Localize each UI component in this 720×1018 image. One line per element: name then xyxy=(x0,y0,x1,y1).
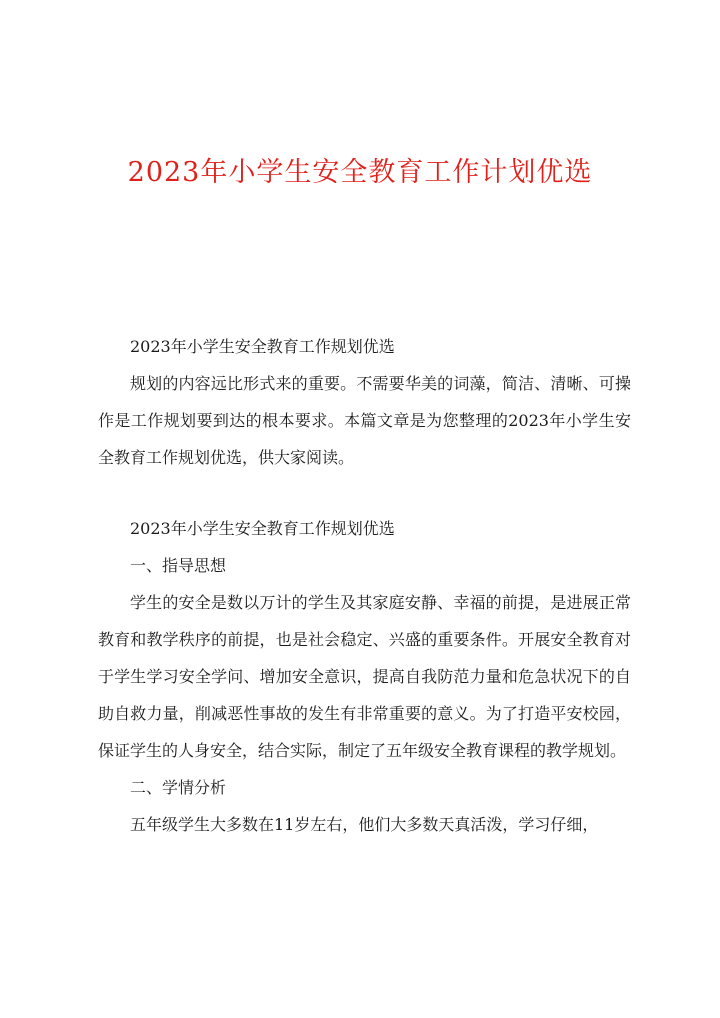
document-title: 2023年小学生安全教育工作计划优选 xyxy=(127,157,593,188)
paragraph-spacer xyxy=(98,476,631,510)
paragraph-subtitle: 2023年小学生安全教育工作规划优选 xyxy=(130,337,395,356)
paragraph-intro: 规划的内容远比形式来的重要。不需要华美的词藻，简洁、清晰、可操作是工作规划要到达的根本要求。本篇文章是为您整理的2023年小学生安全教育工作规划优选，供大家阅读。 xyxy=(98,374,631,467)
paragraph-guiding-thought: 学生的安全是数以万计的学生及其家庭安静、幸福的前提，是进展正常教育和教学秩序的前提，也是社会稳定、兴盛的重要条件。开展安全教育对于学生学习安全学问、增加安全意识，提高自我防范力量和危急状况下的自助自救力量，削减恶性事故的发生有非常重要的意义。为了打造平安校园，保证学生的人身安全，结合实际，制定了五年级安全教育课程的教学规划。 xyxy=(98,593,631,760)
paragraph-section-title: 2023年小学生安全教育工作规划优选 xyxy=(130,519,395,538)
heading-student-analysis: 二、学情分析 xyxy=(130,778,227,797)
heading-guiding-thought: 一、指导思想 xyxy=(130,556,227,575)
document-body xyxy=(98,328,631,843)
paragraph-student-analysis: 五年级学生大多数在11岁左右，他们大多数天真活泼，学习仔细， xyxy=(130,815,599,834)
